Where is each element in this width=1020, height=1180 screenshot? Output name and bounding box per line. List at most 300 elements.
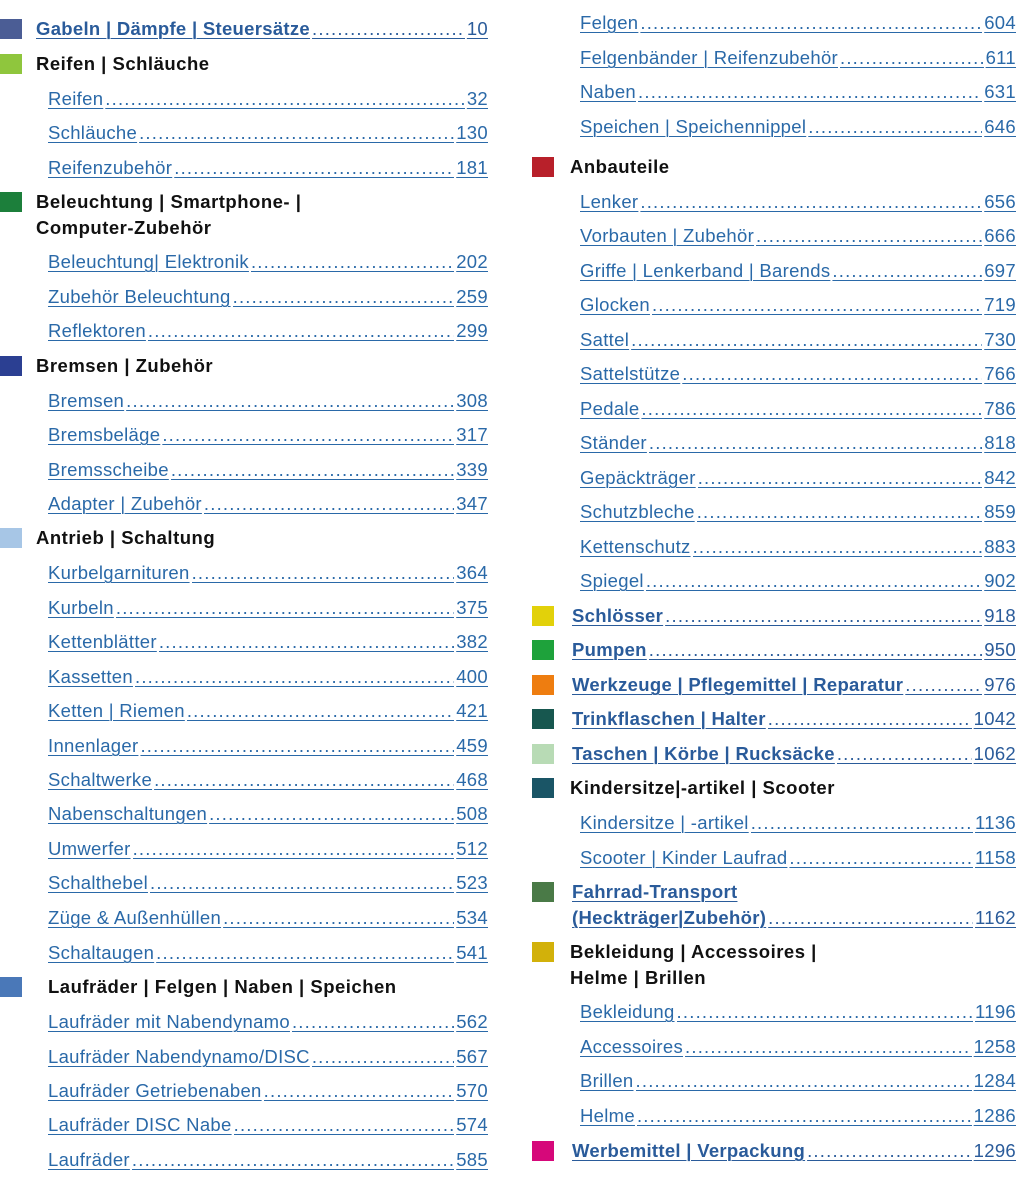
dot-leader (698, 465, 983, 491)
dot-leader (150, 870, 454, 896)
page-number: 1258 (973, 1036, 1016, 1057)
page-number: 859 (984, 501, 1016, 522)
entry-title: Accessoires (580, 1036, 684, 1057)
category-heading: Antrieb | Schaltung (36, 527, 216, 548)
page-number: 842 (984, 467, 1016, 488)
toc-entry (530, 1068, 1020, 1094)
page-number: 611 (985, 47, 1016, 68)
page-number: 562 (456, 1011, 488, 1032)
dot-leader (636, 1068, 972, 1094)
toc-subentry-link[interactable] (580, 534, 1016, 560)
toc-subentry-link[interactable] (580, 189, 1016, 215)
category-color-square (0, 528, 22, 548)
toc-entry (530, 10, 1020, 36)
entry-title: Spiegel (580, 570, 644, 591)
entry-title: Gabeln | Dämpfe | Steuersätze (36, 18, 311, 39)
toc-entry (530, 361, 1020, 387)
dot-leader (682, 361, 982, 387)
toc-entry (530, 741, 1020, 767)
toc-entry (0, 422, 492, 448)
toc-entry (0, 525, 492, 551)
entry-title: Werkzeuge | Pflegemittel | Reparatur (572, 674, 904, 695)
toc-entry (530, 637, 1020, 663)
page-number: 347 (456, 493, 488, 514)
page-number: 818 (984, 432, 1016, 453)
toc-subentry-link[interactable] (48, 1009, 488, 1035)
toc-entry (0, 664, 492, 690)
entry-title: Kindersitze | -artikel (580, 812, 749, 833)
dot-leader (154, 767, 454, 793)
dot-leader (808, 114, 982, 140)
dot-leader (649, 430, 982, 456)
toc-entry (530, 1103, 1020, 1129)
dot-leader (751, 810, 973, 836)
category-heading: Bremsen | Zubehör (36, 355, 214, 376)
page-number: 512 (456, 838, 488, 859)
toc-entry (530, 327, 1020, 353)
entry-title: Laufräder Nabendynamo/DISC (48, 1046, 310, 1067)
dot-leader (192, 560, 455, 586)
toc-subentry-link[interactable] (580, 1068, 1016, 1094)
toc-subentry-link[interactable] (580, 499, 1016, 525)
page-number: 883 (984, 536, 1016, 557)
dot-leader (156, 940, 454, 966)
entry-title: Werbemittel | Verpackung (572, 1140, 806, 1161)
entry-title: Kettenschutz (580, 536, 691, 557)
dot-leader (133, 836, 455, 862)
entry-title: Fahrrad-Transport (572, 881, 738, 902)
toc-entry (0, 733, 492, 759)
toc-subentry-link[interactable] (580, 114, 1016, 140)
entry-title: Felgen (580, 12, 639, 33)
entry-title: Laufräder DISC Nabe (48, 1114, 232, 1135)
toc-subentry-link[interactable] (48, 1147, 488, 1173)
entry-title: Pumpen (572, 639, 647, 660)
category-heading: Bekleidung | Accessoires | (570, 941, 817, 962)
toc-subentry-link[interactable] (48, 1078, 488, 1104)
entry-title: Schaltaugen (48, 942, 155, 963)
toc-subentry-link[interactable] (48, 733, 488, 759)
toc-subentry-link[interactable] (580, 396, 1016, 422)
toc-entry (0, 905, 492, 931)
dot-leader (105, 86, 465, 112)
entry-title: Laufräder mit Nabendynamo (48, 1011, 290, 1032)
dot-leader (209, 801, 454, 827)
toc-entry (530, 45, 1020, 71)
page-number: 10 (466, 18, 488, 39)
page-number: 259 (456, 286, 488, 307)
toc-entry (530, 1034, 1020, 1060)
toc-subentry-link[interactable] (580, 999, 1016, 1025)
entry-title: Bekleidung (580, 1001, 675, 1022)
dot-leader (116, 595, 454, 621)
toc-subentry-link[interactable] (48, 249, 488, 275)
dot-leader (251, 249, 454, 275)
toc-entry (0, 801, 492, 827)
page-number: 918 (984, 605, 1016, 626)
toc-subentry-link[interactable] (48, 870, 488, 896)
toc-subentry-link[interactable] (48, 1044, 488, 1070)
entry-title: Beleuchtung| Elektronik (48, 251, 249, 272)
toc-subentry-link[interactable] (48, 457, 488, 483)
toc-subentry-link[interactable] (580, 327, 1016, 353)
page-number: 523 (456, 872, 488, 893)
toc-entry (530, 879, 1020, 928)
toc-entry (0, 388, 492, 414)
dot-leader (685, 1034, 972, 1060)
dot-leader (312, 16, 465, 42)
page-number: 308 (456, 390, 488, 411)
entry-title: Brillen (580, 1070, 634, 1091)
toc-entry (0, 249, 492, 275)
category-color-square (0, 977, 22, 997)
toc-entry (530, 775, 1020, 801)
toc-subentry-link[interactable] (48, 560, 488, 586)
category-color-square (532, 778, 554, 798)
toc-entry (530, 603, 1020, 629)
toc-subentry-link[interactable] (580, 79, 1016, 105)
page-number: 1196 (975, 1001, 1016, 1022)
entry-title: Schalthebel (48, 872, 148, 893)
toc-subentry-link[interactable] (48, 940, 488, 966)
category-color-square (0, 192, 22, 212)
toc-subentry-link[interactable] (580, 361, 1016, 387)
dot-leader (677, 999, 973, 1025)
entry-title: Naben (580, 81, 637, 102)
toc-entry (0, 284, 492, 310)
page-number: 317 (456, 424, 488, 445)
entry-title: Ketten | Riemen (48, 700, 185, 721)
category-heading: Anbauteile (570, 156, 670, 177)
entry-title: Ständer (580, 432, 647, 453)
category-color-square (532, 1141, 554, 1161)
page-number: 1062 (973, 743, 1016, 764)
dot-leader (807, 1138, 972, 1164)
toc-entry (530, 114, 1020, 140)
dot-leader (905, 672, 982, 698)
category-color-square (532, 744, 554, 764)
toc-entry (0, 595, 492, 621)
page-number: 902 (984, 570, 1016, 591)
page-number: 730 (984, 329, 1016, 350)
category-heading: Helme | Brillen (570, 967, 707, 988)
page-number: 1136 (975, 812, 1016, 833)
toc-entry (0, 1044, 492, 1070)
toc-entry (0, 491, 492, 517)
dot-leader (756, 223, 982, 249)
dot-leader (312, 1044, 454, 1070)
category-heading: Reifen | Schläuche (36, 53, 210, 74)
toc-subentry-link[interactable] (580, 1034, 1016, 1060)
toc-topic-link[interactable] (572, 905, 1016, 931)
toc-subentry-link[interactable] (580, 845, 1016, 871)
dot-leader (631, 327, 982, 353)
entry-title: Glocken (580, 294, 650, 315)
page-number: 32 (466, 88, 488, 109)
toc-subentry-link[interactable] (580, 568, 1016, 594)
dot-leader (665, 603, 982, 629)
entry-title: Züge & Außenhüllen (48, 907, 222, 928)
dot-leader (292, 1009, 454, 1035)
entry-title: Pedale (580, 398, 640, 419)
toc-entry (530, 672, 1020, 698)
dot-leader (264, 1078, 455, 1104)
category-color-square (532, 640, 554, 660)
dot-leader (148, 318, 454, 344)
toc-entry (0, 698, 492, 724)
toc-topic-link[interactable] (572, 603, 1016, 629)
toc-subentry-link[interactable] (48, 1112, 488, 1138)
toc-subentry-link[interactable] (48, 284, 488, 310)
dot-leader (640, 10, 982, 36)
dot-leader (135, 664, 454, 690)
category-color-square (532, 942, 554, 962)
entry-title: Vorbauten | Zubehör (580, 225, 755, 246)
dot-leader (223, 905, 454, 931)
page-number: 950 (984, 639, 1016, 660)
toc-subentry-link[interactable] (580, 465, 1016, 491)
toc-subentry-link[interactable] (580, 45, 1016, 71)
page-number: 534 (456, 907, 488, 928)
dot-leader (638, 79, 982, 105)
entry-title: Schläuche (48, 122, 138, 143)
entry-title: Griffe | Lenkerband | Barends (580, 260, 831, 281)
entry-title: Nabenschaltungen (48, 803, 208, 824)
category-color-square (532, 709, 554, 729)
toc-topic-link-line[interactable] (572, 879, 1016, 905)
entry-title: Kurbelgarnituren (48, 562, 190, 583)
toc-entry (530, 568, 1020, 594)
dot-leader (789, 845, 973, 871)
toc-subentry-link[interactable] (580, 258, 1016, 284)
dot-leader (132, 1147, 454, 1173)
category-heading: Computer-Zubehör (36, 217, 212, 238)
toc-entry (0, 86, 492, 112)
toc-subentry-link[interactable] (580, 223, 1016, 249)
dot-leader (646, 568, 982, 594)
toc-entry (0, 16, 492, 42)
toc-entry (0, 974, 492, 1000)
dot-leader (234, 1112, 455, 1138)
toc-subentry-link[interactable] (48, 629, 488, 655)
entry-title: Lenker (580, 191, 639, 212)
toc-entry (530, 706, 1020, 732)
dot-leader (139, 120, 454, 146)
page-number: 382 (456, 631, 488, 652)
toc-entry (530, 845, 1020, 871)
page-number: 508 (456, 803, 488, 824)
toc-entry (0, 836, 492, 862)
dot-leader (233, 284, 455, 310)
entry-title: Gepäckträger (580, 467, 696, 488)
toc-subentry-link[interactable] (48, 155, 488, 181)
category-color-square (0, 19, 22, 39)
page-number: 1158 (975, 847, 1016, 868)
toc-topic-link[interactable] (572, 637, 1016, 663)
entry-title: Kettenblätter (48, 631, 157, 652)
toc-entry (0, 767, 492, 793)
dot-leader (652, 292, 982, 318)
toc-entry (0, 457, 492, 483)
toc-subentry-link[interactable] (48, 905, 488, 931)
dot-leader (159, 629, 454, 655)
page-number: 604 (984, 12, 1016, 33)
toc-entry (0, 189, 492, 238)
toc-subentry-link[interactable] (48, 318, 488, 344)
entry-title: Felgenbänder | Reifenzubehör (580, 47, 838, 68)
category-color-square (532, 157, 554, 177)
entry-title: Schutzbleche (580, 501, 695, 522)
toc-subentry-link[interactable] (48, 664, 488, 690)
toc-entry (0, 629, 492, 655)
page-number: 574 (456, 1114, 488, 1135)
page-number: 646 (984, 116, 1016, 137)
page-number: 1162 (975, 907, 1016, 928)
toc-topic-link[interactable] (572, 706, 1016, 732)
page-number: 375 (456, 597, 488, 618)
category-color-square (0, 356, 22, 376)
toc-topic-link[interactable] (572, 1138, 1016, 1164)
entry-title: Reflektoren (48, 320, 146, 341)
entry-title: (Heckträger|Zubehör) (572, 907, 767, 928)
toc-subentry-link[interactable] (580, 10, 1016, 36)
toc-subentry-link[interactable] (48, 595, 488, 621)
dot-leader (697, 499, 983, 525)
entry-title: Laufräder Getriebenaben (48, 1080, 262, 1101)
toc-entry (530, 154, 1020, 180)
toc-entry (0, 51, 492, 77)
toc-entry (530, 430, 1020, 456)
category-color-square (0, 54, 22, 74)
dot-leader (174, 155, 454, 181)
entry-title: Speichen | Speichennippel (580, 116, 807, 137)
entry-title: Sattel (580, 329, 630, 350)
toc-subentry-link[interactable] (48, 388, 488, 414)
toc-subentry-link[interactable] (48, 120, 488, 146)
toc-entry (0, 318, 492, 344)
entry-title: Trinkflaschen | Halter (572, 708, 766, 729)
toc-subentry-link[interactable] (48, 491, 488, 517)
toc-entry (0, 940, 492, 966)
page-number: 1042 (973, 708, 1016, 729)
category-heading: Kindersitze|-artikel | Scooter (570, 777, 835, 798)
toc-subentry-link[interactable] (580, 1103, 1016, 1129)
page-number: 567 (456, 1046, 488, 1067)
page-number: 421 (456, 700, 488, 721)
page-number: 468 (456, 769, 488, 790)
page-number: 570 (456, 1080, 488, 1101)
category-color-square (532, 606, 554, 626)
dot-leader (140, 733, 454, 759)
toc-subentry-link[interactable] (48, 836, 488, 862)
category-heading: Beleuchtung | Smartphone- | (36, 191, 302, 212)
page-number: 1296 (973, 1140, 1016, 1161)
dot-leader (693, 534, 983, 560)
page-number: 766 (984, 363, 1016, 384)
dot-leader (832, 258, 982, 284)
page-number: 666 (984, 225, 1016, 246)
entry-title: Helme (580, 1105, 635, 1126)
page-number: 656 (984, 191, 1016, 212)
page-number: 459 (456, 735, 488, 756)
dot-leader (768, 905, 973, 931)
toc-entry (0, 1009, 492, 1035)
toc-entry (0, 1147, 492, 1173)
toc-subentry-link[interactable] (580, 292, 1016, 318)
toc-entry (0, 120, 492, 146)
page-number: 400 (456, 666, 488, 687)
page-number: 786 (984, 398, 1016, 419)
toc-subentry-link[interactable] (48, 767, 488, 793)
category-color-square (532, 882, 554, 902)
toc-subentry-link[interactable] (580, 810, 1016, 836)
toc-entry (0, 353, 492, 379)
entry-title: Reifenzubehör (48, 157, 173, 178)
entry-title: Innenlager (48, 735, 139, 756)
entry-title: Taschen | Körbe | Rucksäcke (572, 743, 835, 764)
entry-title: Bremsen (48, 390, 125, 411)
page-number: 697 (984, 260, 1016, 281)
dot-leader (641, 396, 982, 422)
toc-entry (0, 560, 492, 586)
toc-entry (530, 396, 1020, 422)
entry-title: Schaltwerke (48, 769, 153, 790)
entry-title: Kurbeln (48, 597, 114, 618)
toc-entry (530, 939, 1020, 988)
page-number: 1286 (973, 1105, 1016, 1126)
toc-entry (530, 499, 1020, 525)
dot-leader (837, 741, 972, 767)
toc-subentry-link[interactable] (48, 422, 488, 448)
toc-entry (0, 1112, 492, 1138)
page-number: 1284 (973, 1070, 1016, 1091)
page-number: 976 (984, 674, 1016, 695)
toc-entry (530, 223, 1020, 249)
entry-title: Sattelstütze (580, 363, 681, 384)
toc-topic-link[interactable] (572, 672, 1016, 698)
toc-subentry-link[interactable] (48, 86, 488, 112)
toc-entry (530, 79, 1020, 105)
entry-title: Scooter | Kinder Laufrad (580, 847, 788, 868)
entry-title: Umwerfer (48, 838, 131, 859)
category-color-square (532, 675, 554, 695)
toc-entry (530, 534, 1020, 560)
toc-entry (530, 258, 1020, 284)
page-number: 299 (456, 320, 488, 341)
toc-entry (0, 1078, 492, 1104)
toc-entry (530, 292, 1020, 318)
page-number: 541 (456, 942, 488, 963)
toc-topic-link[interactable] (36, 16, 488, 42)
toc-subentry-link[interactable] (48, 801, 488, 827)
page-number: 339 (456, 459, 488, 480)
toc-entry (530, 999, 1020, 1025)
toc-topic-link[interactable] (572, 741, 1016, 767)
dot-leader (162, 422, 454, 448)
toc-entry (530, 1138, 1020, 1164)
toc-entry (530, 810, 1020, 836)
toc-entry (530, 465, 1020, 491)
dot-leader (126, 388, 454, 414)
toc-entry (0, 155, 492, 181)
entry-title: Schlösser (572, 605, 664, 626)
dot-leader (640, 189, 982, 215)
toc-subentry-link[interactable] (580, 430, 1016, 456)
toc-subentry-link[interactable] (48, 698, 488, 724)
entry-title: Laufräder (48, 1149, 130, 1170)
page-number: 364 (456, 562, 488, 583)
dot-leader (637, 1103, 972, 1129)
